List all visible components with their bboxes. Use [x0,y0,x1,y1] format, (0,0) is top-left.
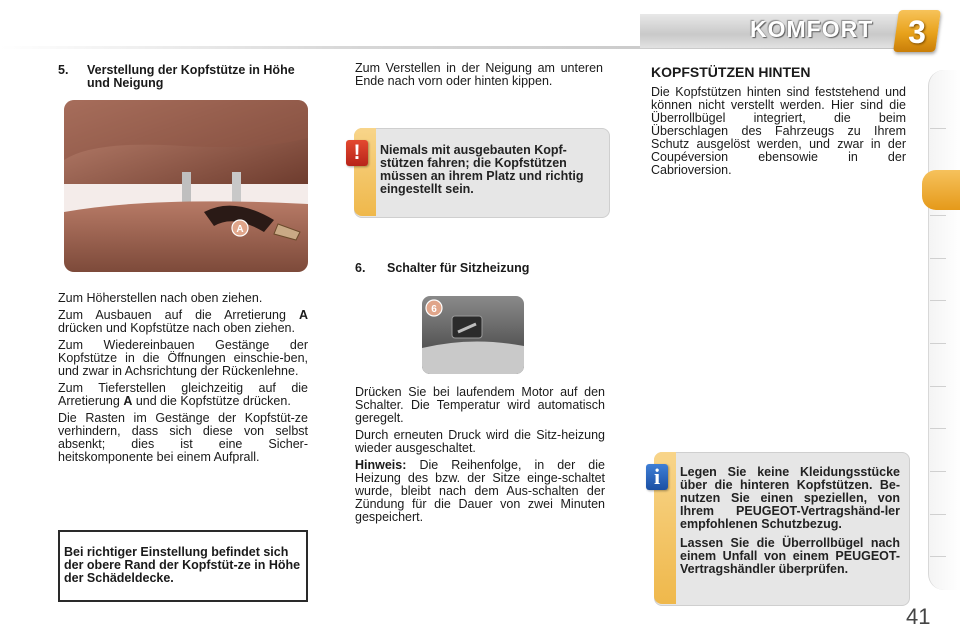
headrest-photo [64,100,308,272]
chapter-tab-divider [930,386,946,387]
seat-heating-switch-photo [422,296,524,374]
tilt-intro: Zum Verstellen in der Neigung am unteren Ende nach vorn oder hinten kippen. [355,61,603,88]
paragraph [355,459,605,524]
paragraph-part: Zum Tieferstellen gleichzeitig auf die Arretierung [58,381,308,408]
paragraph: Drücken Sie bei laufendem Motor auf den Schalter. Die Temperatur wird automatisch geregelt. [355,385,605,425]
paragraph-part: Zum Ausbauen auf die Arretierung [58,308,286,322]
rear-headrests-text: Die Kopfstützen hinten sind feststehend und können nicht verstellt werden. Hier sind die Überrollbügel integriert, die beim Überschlagen des Fahrzeugs zu Ihrem Schutz ausgelöst werden, und zwar in der Coupéversion ebensowie in der Cabrioversion. [651,85,906,177]
paragraph: Zum Höherstellen nach oben ziehen. [58,291,263,305]
chapter-tab-active[interactable] [922,170,960,210]
chapter-tab-divider [930,471,946,472]
lock-label: A [298,308,308,322]
paragraph-part: drücken und Kopfstütze nach oben ziehen. [58,321,295,335]
paragraph [58,382,308,408]
chapter-tab-rail [928,70,960,590]
photo-callout-6: 6 [431,304,437,315]
info-paragraph: Legen Sie keine Kleidungsstücke über die hinteren Kopfstützen. Be-nutzen Sie einen speziellen, von Ihrem PEUGEOT-Vertragshänd-ler empfohlenen Schutzbezug. [680,465,900,531]
exclamation-icon: ! [346,140,368,166]
info-paragraph: Lassen Sie die Überrollbügel nach einem Unfall von einem PEUGEOT-Vertragshändler überprüfen. [680,536,900,576]
chapter-tab-divider [930,258,946,259]
section-number: 5. [58,63,69,77]
section-6-body [355,386,605,528]
section-5-body [58,292,308,468]
chapter-title: KOMFORT [750,16,874,42]
chapter-tab-divider [930,428,946,429]
info-text [680,466,900,582]
info-icon: i [646,464,668,490]
tip-text: Bei richtiger Einstellung befindet sich der obere Rand der Kopfstüt-ze in Höhe der Schädeldecke. [64,545,301,585]
hint-text: Die Reihenfolge, in der die Heizung des bzw. der Sitze einge-schaltet wurde, bleibt nach dem Aus-schalten der Zündung für die Dauer von zwei Minuten gespeichert. [355,458,605,524]
photo-callout-a: A [236,224,244,235]
paragraph: Durch erneuten Druck wird die Sitz-heizung wieder ausgeschaltet. [355,428,605,455]
section-title: Verstellung der Kopfstütze in Höhe und Neigung [87,63,295,90]
chapter-tab-divider [930,343,946,344]
hint-label: Hinweis: [355,458,407,472]
section-5-heading [58,64,308,90]
section-number: 6. [355,261,366,275]
paragraph: Zum Wiedereinbauen Gestänge der Kopfstütze in die Öffnungen einschie-ben, und zwar in Achsrichtung der Rückenlehne. [58,338,308,378]
page-number: 41 [906,604,931,629]
paragraph [58,309,308,335]
chapter-tab-divider [930,514,946,515]
warning-text: Niemals mit ausgebauten Kopf-stützen fahren; die Kopfstützen müssen an ihrem Platz und richtig eingestellt sein. [380,143,584,196]
chapter-tab-divider [930,215,946,216]
chapter-tab-divider [930,300,946,301]
chapter-tab-divider [930,128,946,129]
lock-label: A [123,394,133,408]
section-title: Schalter für Sitzheizung [387,261,530,275]
chapter-number: 3 [908,14,926,50]
rear-headrests-heading: KOPFSTÜTZEN HINTEN [651,64,811,80]
chapter-tab-divider [930,556,946,557]
paragraph-part: und die Kopfstütze drücken. [135,394,291,408]
section-6-heading [355,262,605,275]
paragraph: Die Rasten im Gestänge der Kopfstüt-ze verhindern, dass sich diese von selbst absenkt; dies ist eine Sicher-heitskomponente bei einem Aufprall. [58,411,308,464]
